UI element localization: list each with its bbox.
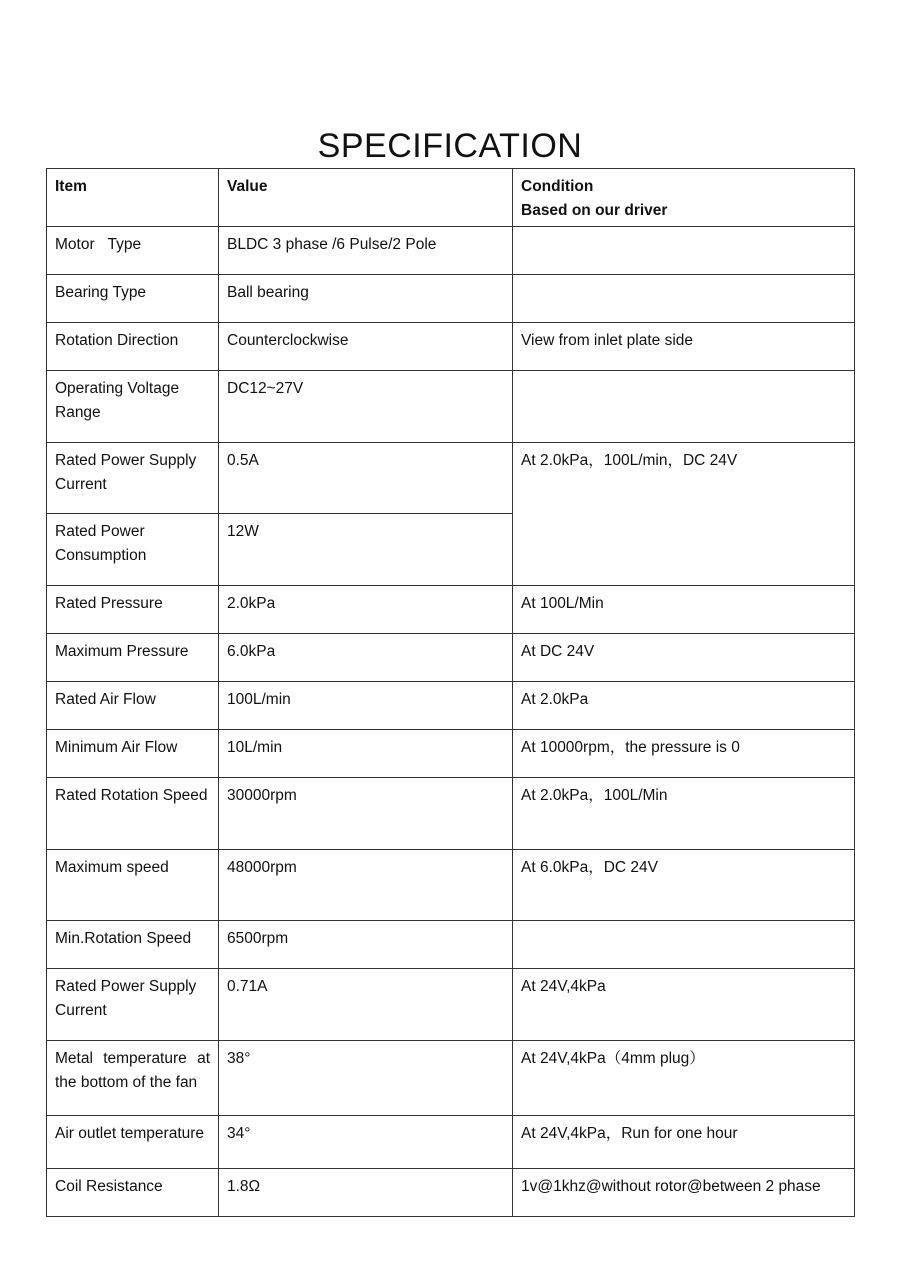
row-item: Bearing Type (47, 275, 219, 323)
table-row (47, 634, 855, 682)
row-value: DC12~27V (219, 371, 513, 443)
page-title: SPECIFICATION (317, 127, 583, 165)
table-row (47, 778, 855, 850)
row-condition: At 2.0kPa (513, 682, 855, 730)
row-condition (513, 371, 855, 443)
row-value: 10L/min (219, 730, 513, 778)
row-item: Minimum Air Flow (47, 730, 219, 778)
row-item: Operating Voltage Range (47, 371, 219, 443)
row-condition: At 10000rpm，the pressure is 0 (513, 730, 855, 778)
table-row (47, 227, 855, 275)
table-row (47, 682, 855, 730)
row-value: 1.8Ω (219, 1169, 513, 1217)
row-item: Rotation Direction (47, 323, 219, 371)
row-item: Rated Power Consumption (47, 514, 219, 586)
header-condition (513, 169, 855, 227)
row-value: Counterclockwise (219, 323, 513, 371)
row-item: Rated Power Supply Current (47, 969, 219, 1041)
row-condition: At 24V,4kPa，Run for one hour (513, 1116, 855, 1169)
row-value: 6500rpm (219, 921, 513, 969)
table-row (47, 443, 855, 514)
row-value: 12W (219, 514, 513, 586)
row-value: BLDC 3 phase /6 Pulse/2 Pole (219, 227, 513, 275)
row-value: 0.71A (219, 969, 513, 1041)
table-row (47, 371, 855, 443)
table-row (47, 850, 855, 921)
table-header-row (47, 169, 855, 227)
row-value: Ball bearing (219, 275, 513, 323)
row-value: 6.0kPa (219, 634, 513, 682)
row-value: 100L/min (219, 682, 513, 730)
row-value: 0.5A (219, 443, 513, 514)
row-value: 48000rpm (219, 850, 513, 921)
row-condition: At 100L/Min (513, 586, 855, 634)
header-condition-line1: Condition (521, 178, 594, 195)
table-row (47, 730, 855, 778)
row-item: Rated Power Supply Current (47, 443, 219, 514)
row-item: Metal temperature at the bottom of the fan (47, 1041, 219, 1116)
row-condition: At 2.0kPa，100L/Min (513, 778, 855, 850)
row-condition: At 6.0kPa，DC 24V (513, 850, 855, 921)
row-condition: 1v@1khz@without rotor@between 2 phase (513, 1169, 855, 1217)
table-row (47, 323, 855, 371)
row-item: Maximum speed (47, 850, 219, 921)
table-row (47, 1116, 855, 1169)
table-row (47, 275, 855, 323)
row-condition: View from inlet plate side (513, 323, 855, 371)
row-condition: At 24V,4kPa（4mm plug） (513, 1041, 855, 1116)
row-item: Motor Type (47, 227, 219, 275)
row-item: Coil Resistance (47, 1169, 219, 1217)
row-value: 38° (219, 1041, 513, 1116)
row-item: Maximum Pressure (47, 634, 219, 682)
table-row (47, 969, 855, 1041)
row-condition: At DC 24V (513, 634, 855, 682)
specification-table (46, 168, 855, 1217)
row-item: Rated Pressure (47, 586, 219, 634)
row-condition: At 24V,4kPa (513, 969, 855, 1041)
row-item: Rated Air Flow (47, 682, 219, 730)
header-item: Item (47, 169, 219, 227)
row-value: 2.0kPa (219, 586, 513, 634)
table-row (47, 1169, 855, 1217)
row-condition (513, 227, 855, 275)
table-row (47, 921, 855, 969)
row-item: Min.Rotation Speed (47, 921, 219, 969)
row-condition (513, 275, 855, 323)
row-condition-merged: At 2.0kPa，100L/min，DC 24V (513, 443, 855, 586)
row-value: 34° (219, 1116, 513, 1169)
row-condition (513, 921, 855, 969)
row-item: Rated Rotation Speed (47, 778, 219, 850)
header-condition-line2: Based on our driver (521, 201, 668, 219)
table-row (47, 586, 855, 634)
header-value: Value (219, 169, 513, 227)
table-row (47, 1041, 855, 1116)
row-value: 30000rpm (219, 778, 513, 850)
row-item: Air outlet temperature (47, 1116, 219, 1169)
